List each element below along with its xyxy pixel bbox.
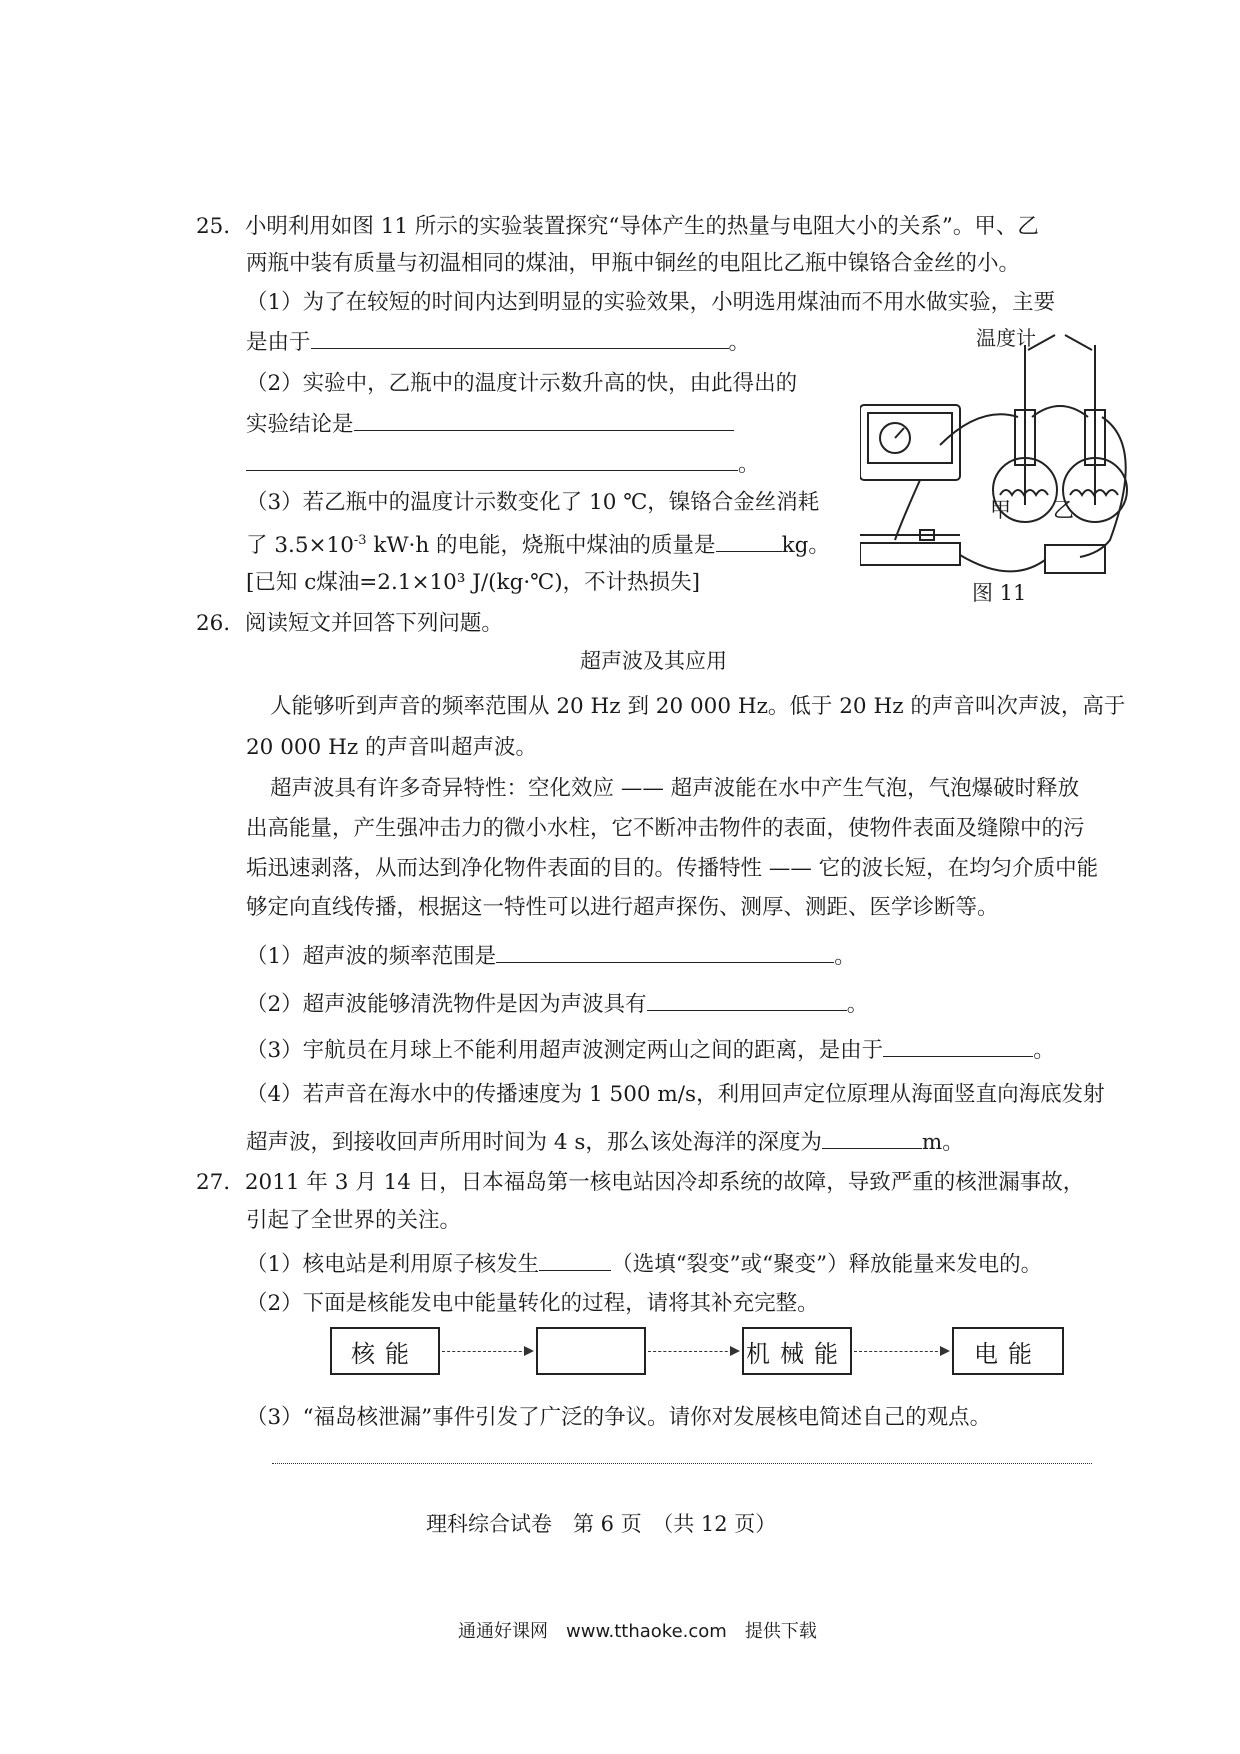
figure-11-apparatus [860, 325, 1130, 605]
passage-title: 超声波及其应用 [580, 649, 727, 673]
q27-part1-stem: （1）核电站是利用原子核发生 [246, 1252, 540, 1277]
passage-para1-line1: 人能够听到声音的频率范围从 20 Hz 到 20 000 Hz。低于 20 Hz 的声音叫次声波，高于 [270, 694, 1126, 719]
flask-jia-icon [993, 345, 1057, 522]
q25-line1: 25．小明利用如图 11 所示的实验装置探究“导体产生的热量与电阻大小的关系”。甲、乙 [196, 214, 1039, 239]
period: 。 [738, 452, 760, 477]
arrow-2 [648, 1351, 738, 1352]
q26-answer-blank-4[interactable] [822, 1130, 922, 1149]
q25-part3-text-a: 了 3.5×10 [246, 533, 354, 558]
q25-given-data: [已知 c煤油=2.1×10³ J/(kg·℃)，不计热损失] [246, 570, 700, 595]
energy-box-mechanical: 机械能 [742, 1327, 852, 1375]
q25-line2: 两瓶中装有质量与初温相同的煤油，甲瓶中铜丝的电阻比乙瓶中镍铬合金丝的小。 [246, 251, 1021, 276]
page-footer: 理科综合试卷 第 6 页 （共 12 页） [426, 1512, 777, 1536]
q27-answer-line[interactable] [272, 1463, 1092, 1464]
exponent: -3 [353, 532, 367, 548]
q27-part2: （2）下面是核能发电中能量转化的过程，请将其补充完整。 [246, 1291, 819, 1316]
q27-part1 [246, 1252, 1042, 1276]
unit: kg。 [781, 533, 830, 558]
q25-part2-line3 [246, 452, 760, 476]
energy-box-nuclear: 核能 [330, 1327, 440, 1375]
q26-answer-blank-1[interactable] [496, 944, 834, 963]
power-supply-icon [1045, 545, 1105, 573]
figure-caption: 图 11 [972, 581, 1027, 605]
q25-part1-stem: 是由于 [246, 330, 311, 355]
period: 。 [834, 944, 856, 969]
q25-part2-stem: 实验结论是 [246, 412, 354, 437]
q25-part1-line1: （1）为了在较短的时间内达到明显的实验效果，小明选用煤油而不用水做实验，主要 [246, 290, 1056, 315]
q26-part4-line1: （4）若声音在海水中的传播速度为 1 500 m/s，利用回声定位原理从海面竖直向海底发射 [246, 1082, 1105, 1107]
q25-part2-line1: （2）实验中，乙瓶中的温度计示数升高的快，由此得出的 [246, 371, 798, 396]
q27-line2: 引起了全世界的关注。 [246, 1208, 462, 1233]
q25-part3-line2 [246, 533, 830, 557]
q26-answer-blank-3[interactable] [883, 1038, 1033, 1057]
q27-answer-blank-1[interactable] [539, 1252, 611, 1271]
thermometer-label: 温度计 [976, 326, 1036, 350]
passage-para2-line2: 出高能量，产生强冲击力的微小水柱，它不断冲击物件的表面，使物件表面及缝隙中的污 [246, 816, 1085, 841]
q26-part3 [246, 1038, 1055, 1062]
passage-para2-line1: 超声波具有许多奇异特性：空化效应 —— 超声波能在水中产生气泡，气泡爆破时释放 [270, 776, 1080, 801]
q27-line1: 27．2011 年 3 月 14 日，日本福岛第一核电站因冷却系统的故障，导致严重的核泄漏事故， [196, 1170, 1085, 1195]
q27-part1-tail: （选填“裂变”或“聚变”）释放能量来发电的。 [611, 1252, 1043, 1277]
q26-part3-stem: （3）宇航员在月球上不能利用超声波测定两山之间的距离，是由于 [246, 1038, 884, 1063]
period: 。 [846, 992, 869, 1017]
passage-para1-line2: 20 000 Hz 的声音叫超声波。 [246, 735, 537, 760]
flask-yi-label: 乙 [1053, 498, 1074, 522]
energy-box-electric: 电能 [952, 1327, 1064, 1375]
period: 。 [1033, 1038, 1055, 1063]
period: 。 [728, 330, 751, 355]
q26-part4-line2 [246, 1130, 964, 1154]
q26-intro: 26．阅读短文并回答下列问题。 [196, 611, 503, 636]
q26-part1-stem: （1）超声波的频率范围是 [246, 944, 497, 969]
unit: m。 [921, 1130, 964, 1155]
q26-answer-blank-2[interactable] [647, 992, 847, 1011]
q25-answer-blank-2a[interactable] [354, 412, 734, 431]
rheostat-icon [860, 543, 960, 565]
passage-para2-line4: 够定向直线传播，根据这一特性可以进行超声探伤、测厚、测距、医学诊断等。 [246, 895, 999, 920]
q26-part4-stem: 超声波，到接收回声所用时间为 4 s，那么该处海洋的深度为 [246, 1130, 822, 1155]
q25-part2-line2 [246, 412, 734, 436]
energy-box-blank[interactable] [536, 1327, 646, 1375]
watermark: 通通好课网 www.tthaoke.com 提供下载 [458, 1621, 817, 1642]
q25-answer-blank-2b[interactable] [246, 452, 738, 471]
q26-part1 [246, 944, 856, 968]
q25-part1-line2 [246, 330, 750, 354]
q27-part3: （3）“福岛核泄漏”事件引发了广泛的争议。请你对发展核电简述自己的观点。 [246, 1405, 992, 1430]
arrow-1 [442, 1351, 532, 1352]
q25-answer-blank-3[interactable] [716, 533, 782, 552]
arrow-3 [854, 1351, 948, 1352]
q25-part3-text-b: kW·h 的电能，烧瓶中煤油的质量是 [366, 533, 716, 558]
q26-part2 [246, 992, 868, 1016]
flask-jia-label: 甲 [990, 498, 1011, 522]
q25-answer-blank-1[interactable] [311, 330, 729, 349]
passage-para2-line3: 垢迅速剥落，从而达到净化物件表面的目的。传播特性 —— 它的波长短，在均匀介质中能 [246, 856, 1099, 881]
q26-part2-stem: （2）超声波能够清洗物件是因为声波具有 [246, 992, 647, 1017]
q25-part3-line1: （3）若乙瓶中的温度计示数变化了 10 ℃，镍铬合金丝消耗 [246, 490, 820, 515]
